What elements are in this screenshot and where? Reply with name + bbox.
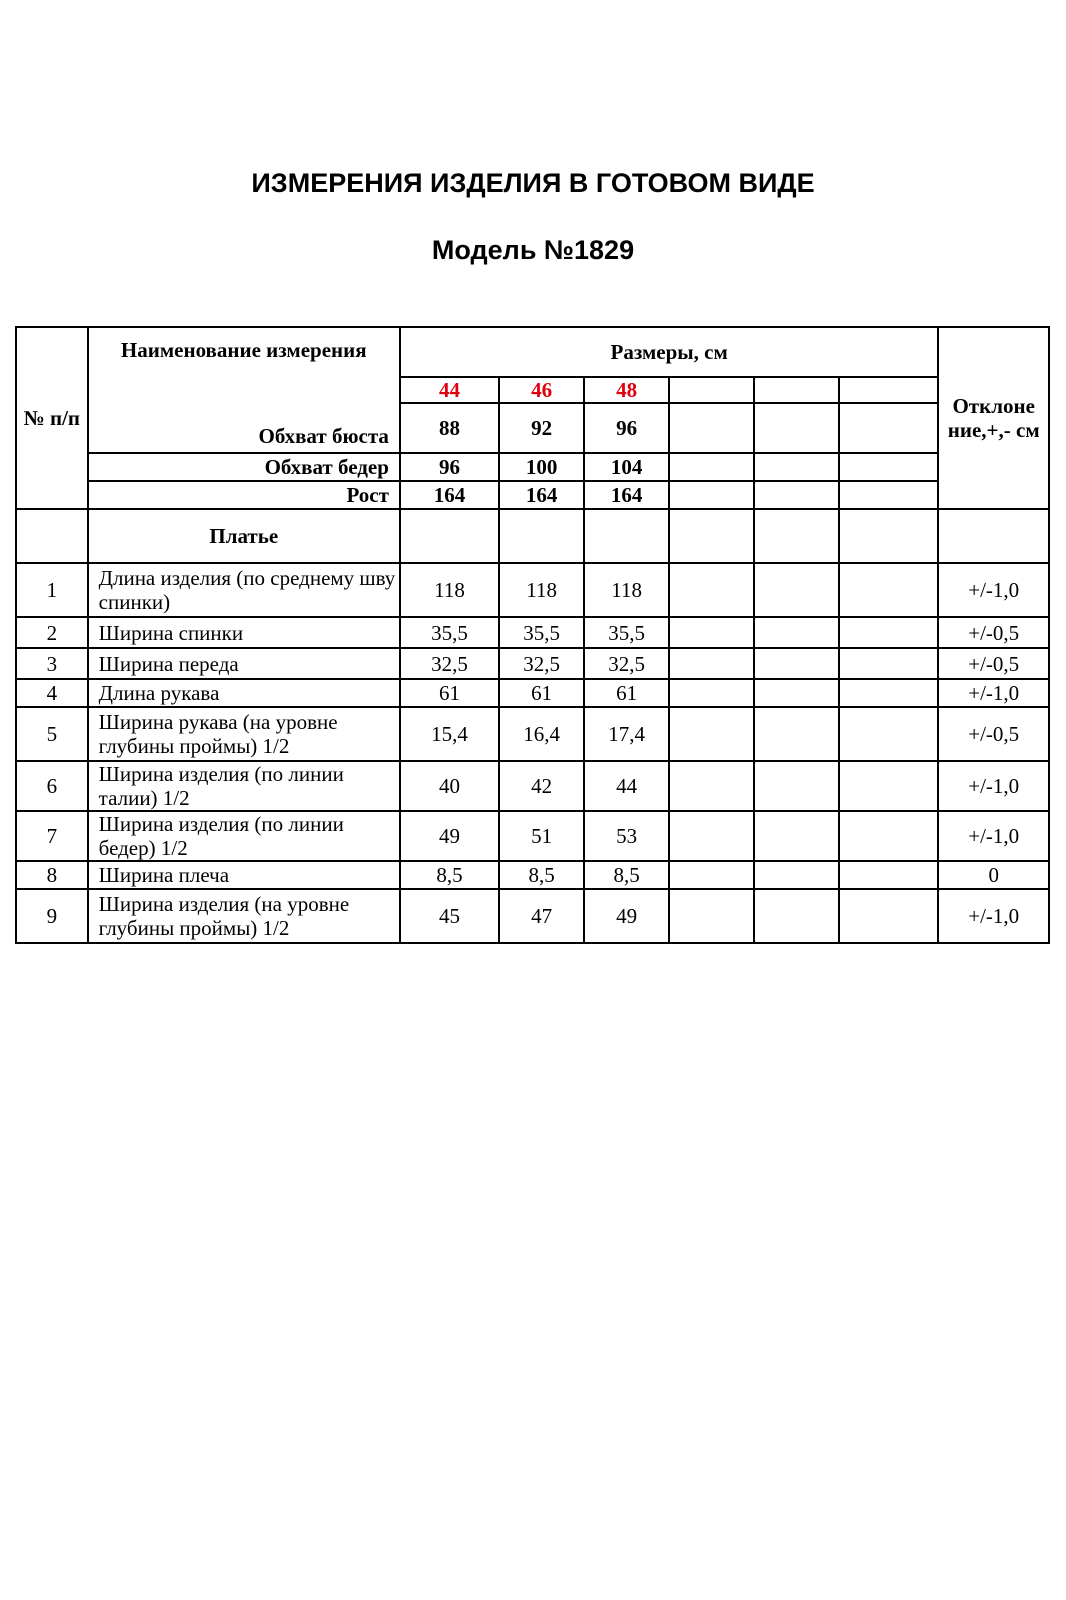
value-46: 35,5 <box>499 617 584 648</box>
value-46: 47 <box>499 889 584 943</box>
value-48: 61 <box>584 679 669 707</box>
value-48: 49 <box>584 889 669 943</box>
table-row <box>16 889 1049 943</box>
empty-cell <box>754 811 839 861</box>
value-48: 32,5 <box>584 648 669 679</box>
table-row <box>16 861 1049 889</box>
empty-cell <box>669 563 754 617</box>
deviation-value: +/-0,5 <box>938 617 1049 648</box>
measurement-name: Ширина переда <box>88 648 400 679</box>
name-header-label: Наименование измерения <box>120 338 367 362</box>
measurement-name: Ширина плеча <box>88 861 400 889</box>
table-row <box>16 761 1049 811</box>
measurement-name: Длина рукава <box>88 679 400 707</box>
empty-cell <box>669 707 754 761</box>
value-48: 53 <box>584 811 669 861</box>
value-44: 8,5 <box>400 861 499 889</box>
empty-cell <box>669 617 754 648</box>
empty-cell <box>400 509 499 563</box>
table-row <box>16 811 1049 861</box>
value-44: 49 <box>400 811 499 861</box>
empty-cell <box>669 403 754 453</box>
table-row <box>16 679 1049 707</box>
height-44: 164 <box>400 481 499 509</box>
empty-cell <box>839 481 938 509</box>
row-number: 4 <box>16 679 88 707</box>
name-header <box>88 327 400 453</box>
table-row <box>16 707 1049 761</box>
table-row <box>16 617 1049 648</box>
hips-48: 104 <box>584 453 669 481</box>
deviation-value: +/-0,5 <box>938 707 1049 761</box>
empty-cell <box>754 889 839 943</box>
size-label-46: 46 <box>499 377 584 403</box>
model-subtitle: Модель №1829 <box>431 235 635 265</box>
row-number: 6 <box>16 761 88 811</box>
value-44: 118 <box>400 563 499 617</box>
empty-cell <box>754 707 839 761</box>
bust-48: 96 <box>584 403 669 453</box>
value-44: 45 <box>400 889 499 943</box>
empty-cell <box>754 509 839 563</box>
empty-cell <box>839 403 938 453</box>
row-number: 5 <box>16 707 88 761</box>
deviation-value: +/-1,0 <box>938 811 1049 861</box>
empty-cell <box>669 453 754 481</box>
empty-cell <box>754 481 839 509</box>
deviation-value: +/-1,0 <box>938 761 1049 811</box>
row-number: 1 <box>16 563 88 617</box>
measurement-name: Длина изделия (по среднему шву спинки) <box>88 563 400 617</box>
value-46: 16,4 <box>499 707 584 761</box>
height-label: Рост <box>88 481 400 509</box>
empty-cell <box>839 563 938 617</box>
measurement-name: Ширина рукава (на уровне глубины проймы) 1/2 <box>88 707 400 761</box>
empty-cell <box>938 509 1049 563</box>
deviation-header: Отклоне ние,+,- см <box>938 327 1049 509</box>
value-46: 118 <box>499 563 584 617</box>
empty-cell <box>669 861 754 889</box>
empty-cell <box>754 453 839 481</box>
deviation-value: +/-0,5 <box>938 648 1049 679</box>
value-48: 118 <box>584 563 669 617</box>
size-label-48: 48 <box>584 377 669 403</box>
empty-cell <box>754 563 839 617</box>
empty-cell <box>669 509 754 563</box>
deviation-value: 0 <box>938 861 1049 889</box>
empty-cell <box>839 617 938 648</box>
empty-cell <box>669 648 754 679</box>
empty-cell <box>16 509 88 563</box>
hips-46: 100 <box>499 453 584 481</box>
value-46: 8,5 <box>499 861 584 889</box>
empty-cell <box>754 679 839 707</box>
height-46: 164 <box>499 481 584 509</box>
empty-cell <box>754 377 839 403</box>
table-row <box>16 648 1049 679</box>
empty-cell <box>669 761 754 811</box>
section-title: Платье <box>88 509 400 563</box>
bust-label: Обхват бюста <box>258 424 389 448</box>
value-48: 17,4 <box>584 707 669 761</box>
size-label-44: 44 <box>400 377 499 403</box>
row-number: 2 <box>16 617 88 648</box>
value-46: 42 <box>499 761 584 811</box>
value-48: 35,5 <box>584 617 669 648</box>
bust-44: 88 <box>400 403 499 453</box>
value-44: 15,4 <box>400 707 499 761</box>
table-row <box>16 563 1049 617</box>
empty-cell <box>669 377 754 403</box>
empty-cell <box>839 509 938 563</box>
empty-cell <box>754 761 839 811</box>
page-title: ИЗМЕРЕНИЯ ИЗДЕЛИЯ В ГОТОВОМ ВИДЕ <box>251 168 815 198</box>
deviation-value: +/-1,0 <box>938 679 1049 707</box>
empty-cell <box>669 811 754 861</box>
empty-cell <box>499 509 584 563</box>
empty-cell <box>839 679 938 707</box>
value-46: 32,5 <box>499 648 584 679</box>
empty-cell <box>839 861 938 889</box>
empty-cell <box>584 509 669 563</box>
measurement-name: Ширина спинки <box>88 617 400 648</box>
hips-label: Обхват бедер <box>88 453 400 481</box>
row-number: 7 <box>16 811 88 861</box>
value-44: 35,5 <box>400 617 499 648</box>
value-44: 32,5 <box>400 648 499 679</box>
value-48: 8,5 <box>584 861 669 889</box>
row-number: 3 <box>16 648 88 679</box>
value-44: 61 <box>400 679 499 707</box>
row-number: 9 <box>16 889 88 943</box>
empty-cell <box>669 481 754 509</box>
value-48: 44 <box>584 761 669 811</box>
empty-cell <box>839 377 938 403</box>
deviation-value: +/-1,0 <box>938 563 1049 617</box>
num-header: № п/п <box>16 327 88 509</box>
empty-cell <box>754 403 839 453</box>
hips-44: 96 <box>400 453 499 481</box>
value-46: 61 <box>499 679 584 707</box>
value-44: 40 <box>400 761 499 811</box>
empty-cell <box>754 861 839 889</box>
measurement-name: Ширина изделия (по линии бедер) 1/2 <box>88 811 400 861</box>
value-46: 51 <box>499 811 584 861</box>
empty-cell <box>839 889 938 943</box>
deviation-value: +/-1,0 <box>938 889 1049 943</box>
empty-cell <box>839 453 938 481</box>
empty-cell <box>839 761 938 811</box>
measurement-name: Ширина изделия (на уровне глубины проймы) 1/2 <box>88 889 400 943</box>
empty-cell <box>839 707 938 761</box>
empty-cell <box>839 811 938 861</box>
measurements-table <box>15 326 1050 944</box>
empty-cell <box>669 889 754 943</box>
sizes-header: Размеры, см <box>400 327 939 377</box>
empty-cell <box>669 679 754 707</box>
measurement-name: Ширина изделия (по линии талии) 1/2 <box>88 761 400 811</box>
height-48: 164 <box>584 481 669 509</box>
empty-cell <box>754 617 839 648</box>
bust-46: 92 <box>499 403 584 453</box>
empty-cell <box>754 648 839 679</box>
row-number: 8 <box>16 861 88 889</box>
empty-cell <box>839 648 938 679</box>
